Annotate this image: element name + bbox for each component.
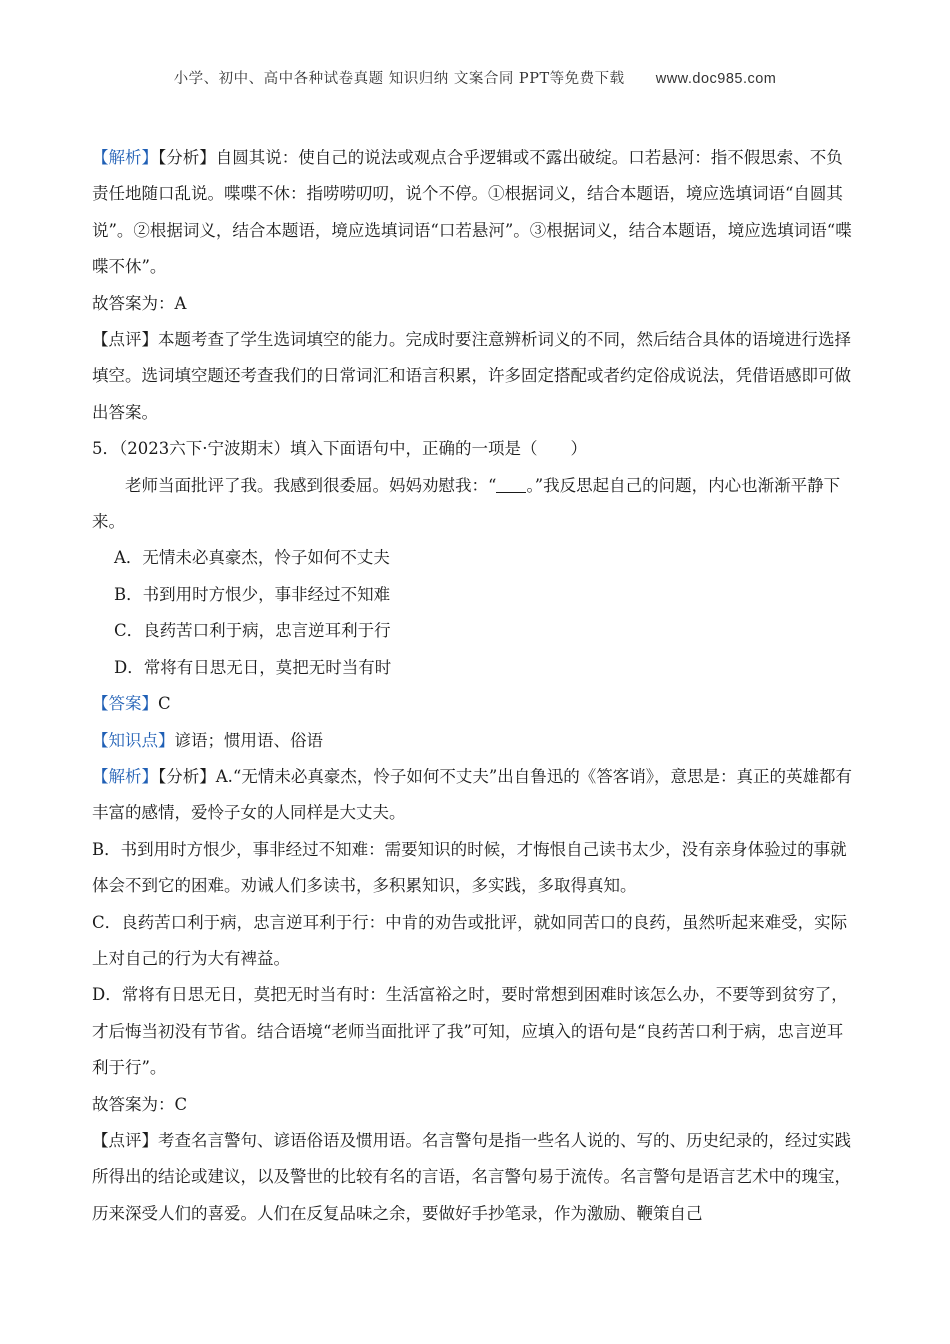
option-c: C．良药苦口利于病，忠言逆耳利于行	[114, 621, 391, 641]
q5-comment: 【点评】考查名言警句、谚语俗语及惯用语。名言警句是指一些名人说的、写的、历史纪录的，经过实践所得出的结论或建议，以及警世的比较有名的言语，名言警句易于流传。名言警句是语言艺术中的瑰宝，历来深受人们的喜爱。人们在反复品味之余，要做好手抄笔录，作为激励、鞭策自己	[92, 1130, 851, 1223]
option-b: B．书到用时方恨少，事非经过不知难	[114, 584, 391, 604]
option-d: D．常将有日思无日，莫把无时当有时	[114, 657, 392, 677]
q5-knowledge	[92, 723, 858, 759]
q5-passage	[92, 468, 858, 541]
q5-answer-line: 故答案为：C	[92, 1094, 188, 1114]
page-header	[0, 67, 950, 88]
fill-blank	[496, 474, 526, 493]
q5-analysis-d: D．常将有日思无日，莫把无时当有时：生活富裕之时，要时常想到困难时该怎么办，不要等到贫穷了，才后悔当初没有节省。结合语境“老师当面批评了我”可知，应填入的语句是“良药苦口利于病，忠言逆耳利于行”。	[92, 985, 848, 1078]
analysis-tag: 【解析】	[92, 766, 158, 786]
q5-answer	[92, 686, 858, 722]
q5-analysis-b: B．书到用时方恨少，事非经过不知难：需要知识的时候，才悔恨自己读书太少，没有亲身体验过的事就体会不到它的困难。劝诫人们多读书，多积累知识，多实践，多取得真知。	[92, 839, 847, 896]
q4-comment: 【点评】本题考查了学生选词填空的能力。完成时要注意辨析词义的不同，然后结合具体的语境进行选择填空。选词填空题还考查我们的日常词汇和语言积累，许多固定搭配或者约定俗成说法，凭借语感即可做出答案。	[92, 330, 851, 422]
q5-analysis-c: C．良药苦口利于病，忠言逆耳利于行：中肯的劝告或批评，就如同苦口的良药，虽然听起来难受，实际上对自己的行为大有裨益。	[92, 912, 848, 968]
header-site[interactable]: www.doc985.com	[655, 71, 777, 87]
knowledge-value: 谚语；惯用语、俗语	[174, 730, 323, 750]
q4-analysis	[92, 140, 858, 286]
passage-after: 。”我反思起自己的问题，内心也渐渐平静下来。	[92, 475, 841, 532]
analysis-tag: 【解析】	[92, 148, 158, 167]
q5-analysis-a	[92, 759, 858, 832]
q5-stem: 5．（2023六下·宁波期末）填入下面语句中，正确的一项是（ ）	[92, 439, 587, 459]
knowledge-tag: 【知识点】	[92, 730, 175, 750]
answer-tag: 【答案】	[92, 694, 158, 714]
analysis-a-text: 【分析】A.“无情未必真豪杰，怜子如何不丈夫”出自鲁迅的《答客诮》，意思是：真正的英雄都有丰富的感情，爱怜子女的人同样是大丈夫。	[92, 766, 853, 823]
header-text: 小学、初中、高中各种试卷真题 知识归纳 文案合同 PPT等免费下载	[173, 71, 625, 87]
document-body	[92, 140, 858, 1232]
q4-answer-line: 故答案为：A	[92, 293, 187, 313]
passage-before: 老师当面批评了我。我感到很委屈。妈妈劝慰我：“	[125, 475, 497, 495]
answer-value: C	[158, 694, 171, 714]
q4-analysis-text: 【分析】自圆其说：使自己的说法或观点合乎逻辑或不露出破绽。口若悬河：指不假思索、不负责任地随口乱说。喋喋不休：指唠唠叨叨，说个不停。①根据词义，结合本题语，境应选填词语“自圆其说”。②根据词义，结合本题语，境应选填词语“口若悬河”。③根据词义，结合本题语，境应选填词语“喋喋不休”。	[92, 148, 852, 277]
option-a: A．无情未必真豪杰，怜子如何不丈夫	[114, 548, 390, 568]
